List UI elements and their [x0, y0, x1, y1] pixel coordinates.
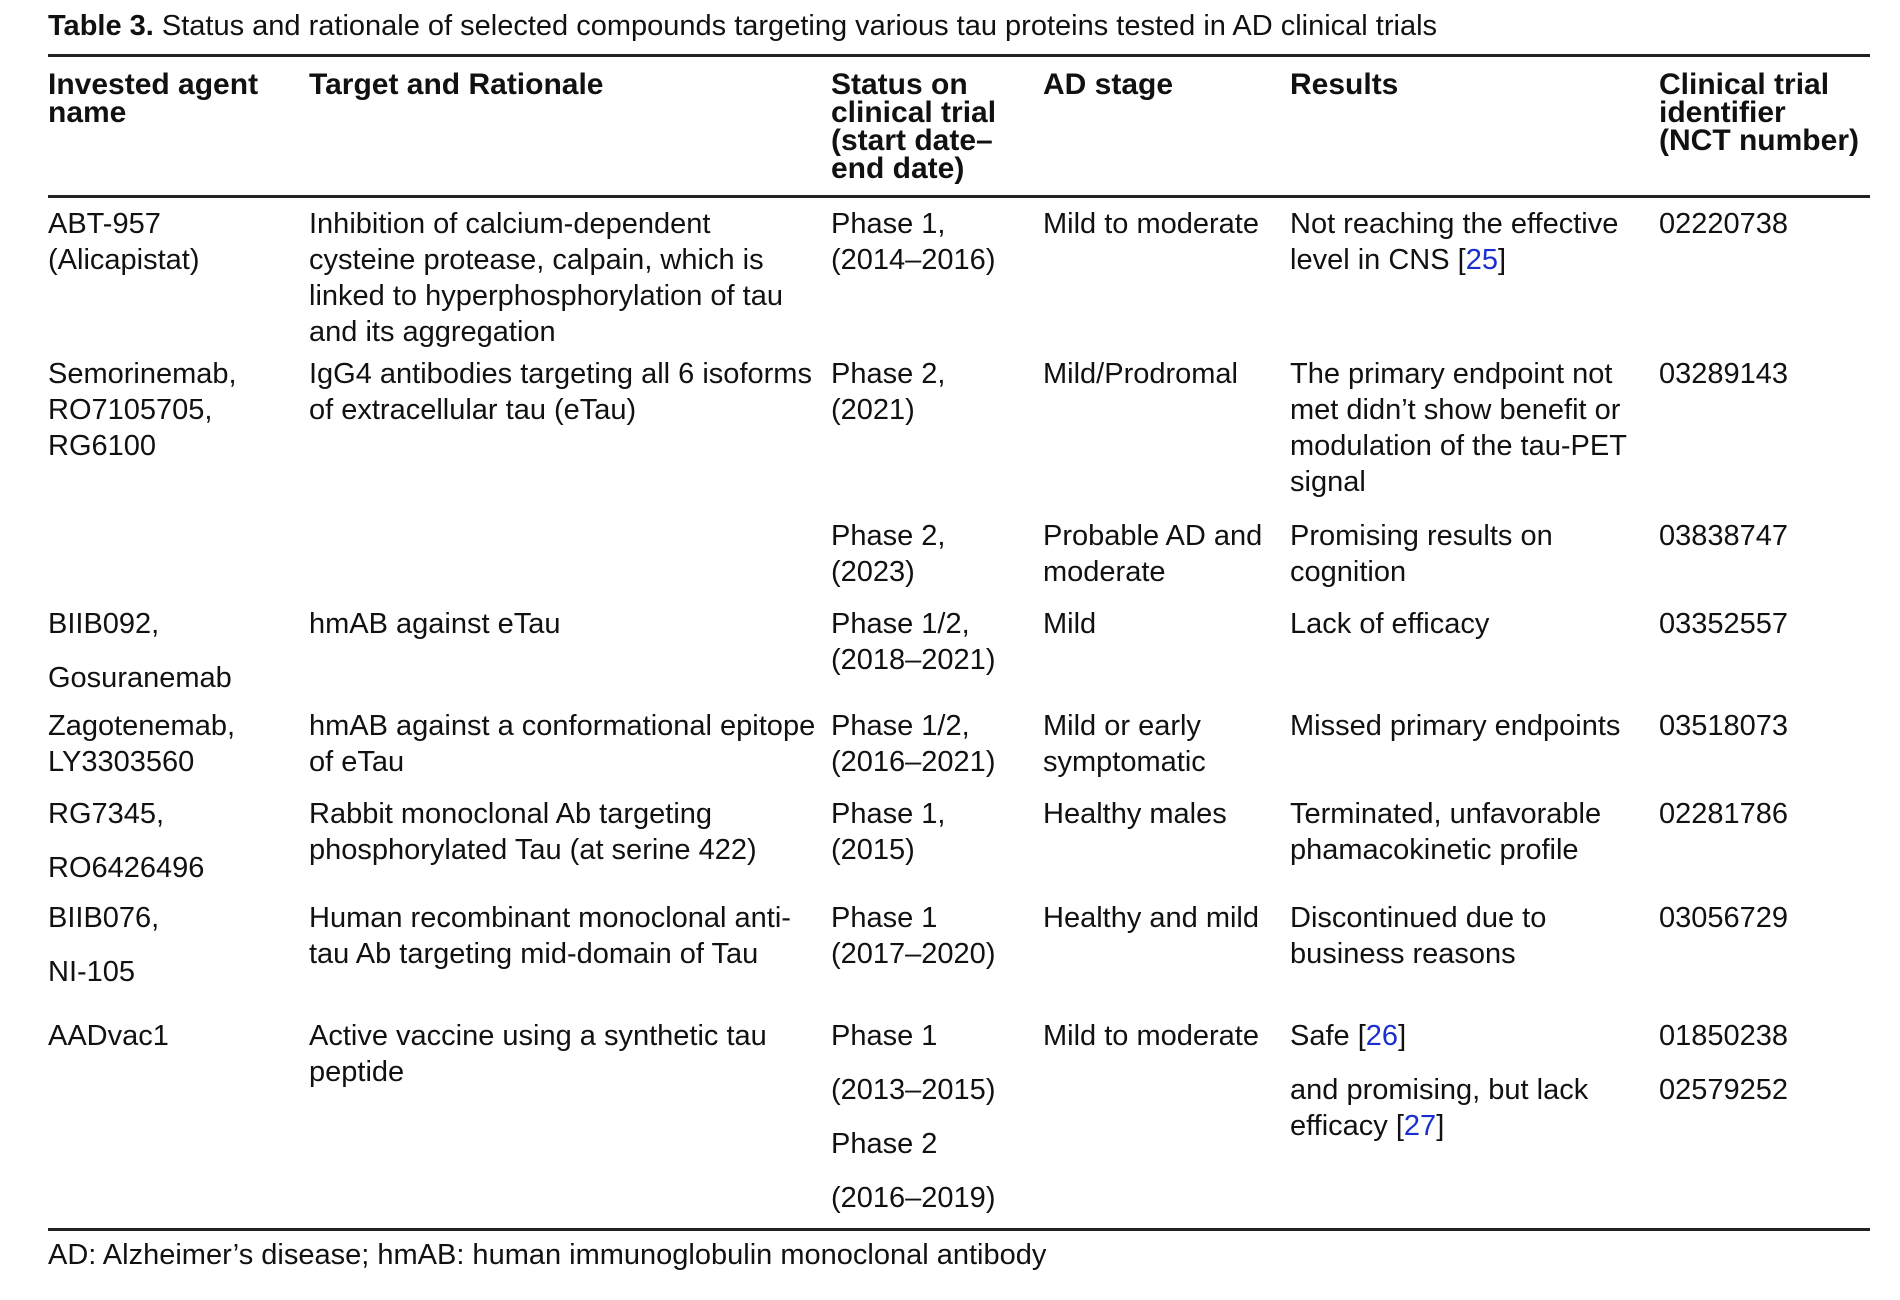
header-target: Target and Rationale [309, 68, 604, 101]
cell-agent: Semorinemab, RO7105705, RG6100 [48, 358, 237, 462]
cell-status: Phase 1 (2017–2020) [831, 902, 996, 970]
agent-line: BIIB076, [48, 902, 160, 934]
header-stage: AD stage [1043, 68, 1174, 101]
cell-target [309, 518, 831, 606]
cell-stage: Mild or early symptomatic [1043, 710, 1206, 778]
cell-result: Missed primary endpoints [1290, 710, 1621, 742]
cell-target: hmAB against a conformational epitope of eTau [309, 710, 816, 778]
cell-stage: Mild to moderate [1043, 1020, 1259, 1052]
cell-target: Human recombinant monoclonal anti-tau Ab targeting mid-domain of Tau [309, 902, 791, 970]
cell-nct: 02281786 [1659, 798, 1789, 830]
cell-result: Lack of efficacy [1290, 608, 1490, 640]
cell-stage: Healthy males [1043, 798, 1227, 830]
cell-agent: Zagotenemab, LY3303560 [48, 710, 236, 778]
status-line: (2016–2019) [831, 1182, 996, 1214]
caption-text: Status and rationale of selected compounds targeting various tau proteins tested in AD clinical trials [161, 10, 1438, 42]
header-agent: Invested agent name [48, 68, 259, 129]
cell-agent: AADvac1 [48, 1020, 169, 1052]
table-row [48, 900, 1870, 1018]
cell-result: Safe [26] and promising, but lack efficacy [27] [1290, 1020, 1589, 1142]
cell-status: Phase 2, (2023) [831, 520, 946, 588]
result-text: Safe [1290, 1020, 1350, 1052]
cell-target: Rabbit monoclonal Ab targeting phosphorylated Tau (at serine 422) [309, 798, 757, 866]
citation-link[interactable]: 25 [1465, 244, 1498, 276]
citation-link[interactable]: 26 [1365, 1020, 1399, 1052]
trials-table [48, 57, 1870, 195]
cell-status: Phase 1/2, (2016–2021) [831, 710, 996, 778]
agent-line: Gosuranemab [48, 662, 232, 694]
caption-label: Table 3. [48, 10, 154, 42]
header-nct: Clinical trial identifier (NCT number) [1659, 68, 1859, 157]
table-row [48, 606, 1870, 708]
cell-nct: 03838747 [1659, 520, 1789, 552]
status-line: Phase 1 [831, 1020, 938, 1052]
cell-target: Inhibition of calcium-dependent cysteine protease, calpain, which is linked to hyperphosphorylation of tau and its aggregation [309, 208, 783, 348]
cell-stage: Probable AD and moderate [1043, 520, 1263, 588]
table-row [48, 796, 1870, 900]
agent-line: RO6426496 [48, 852, 205, 884]
table-row [48, 1018, 1870, 1228]
cell-nct: 03352557 [1659, 608, 1789, 640]
cell-result: Not reaching the effective level in CNS [25] [1290, 208, 1619, 276]
cell-result: Terminated, unfavorable phamacokinetic profile [1290, 798, 1602, 866]
agent-line: RG7345, [48, 798, 165, 830]
cell-nct: 03289143 [1659, 358, 1789, 390]
agent-line: BIIB092, [48, 608, 160, 640]
status-line: Phase 2 [831, 1128, 938, 1160]
nct-line: 02579252 [1659, 1074, 1789, 1106]
cell-target: Active vaccine using a synthetic tau peptide [309, 1020, 767, 1088]
cell-agent [48, 518, 309, 606]
cell-result: Promising results on cognition [1290, 520, 1553, 588]
table-row [48, 708, 1870, 796]
table-row [48, 356, 1870, 518]
cell-target: hmAB against eTau [309, 608, 561, 640]
bottom-rule [48, 1228, 1870, 1231]
cell-agent [48, 900, 309, 1018]
cell-agent [48, 606, 309, 708]
table-row [48, 198, 1870, 356]
result-text: and promising, but lack efficacy [1290, 1074, 1589, 1142]
cell-agent: ABT-957 (Alicapistat) [48, 208, 200, 276]
table-header [48, 57, 1870, 195]
table-figure [48, 8, 1870, 1273]
cell-status: Phase 2, (2021) [831, 358, 946, 426]
cell-target: IgG4 antibodies targeting all 6 isoforms of extracellular tau (eTau) [309, 358, 812, 426]
header-results: Results [1290, 68, 1399, 101]
table-row [48, 518, 1870, 606]
citation-link[interactable]: 27 [1403, 1110, 1437, 1142]
cell-status: Phase 1, (2015) [831, 798, 946, 866]
cell-status: Phase 1, (2014–2016) [831, 208, 996, 276]
cell-nct: 03056729 [1659, 902, 1789, 934]
nct-line: 01850238 [1659, 1020, 1789, 1052]
cell-stage: Mild/Prodromal [1043, 358, 1238, 390]
header-status: Status on clinical trial (start date–end date) [831, 68, 997, 185]
trials-table-body [48, 198, 1870, 1228]
status-line: (2013–2015) [831, 1074, 996, 1106]
cell-result: Discontinued due to business reasons [1290, 902, 1547, 970]
cell-agent [48, 796, 309, 900]
cell-stage: Mild [1043, 608, 1097, 640]
cell-status: Phase 1/2, (2018–2021) [831, 608, 996, 676]
agent-line: NI-105 [48, 956, 136, 988]
table-footnote: AD: Alzheimer’s disease; hmAB: human immunoglobulin monoclonal antibody [48, 1239, 1047, 1271]
cell-status [831, 1018, 1043, 1228]
result-text: Not reaching the effective level in CNS [1290, 208, 1619, 276]
cell-stage: Mild to moderate [1043, 208, 1259, 240]
cell-nct: 03518073 [1659, 710, 1789, 742]
cell-stage: Healthy and mild [1043, 902, 1259, 934]
cell-nct: 02220738 [1659, 208, 1789, 240]
cell-result: The primary endpoint not met didn’t show benefit or modulation of the tau-PET signal [1290, 358, 1627, 498]
table-caption [48, 8, 1870, 44]
cell-nct [1659, 1018, 1870, 1228]
